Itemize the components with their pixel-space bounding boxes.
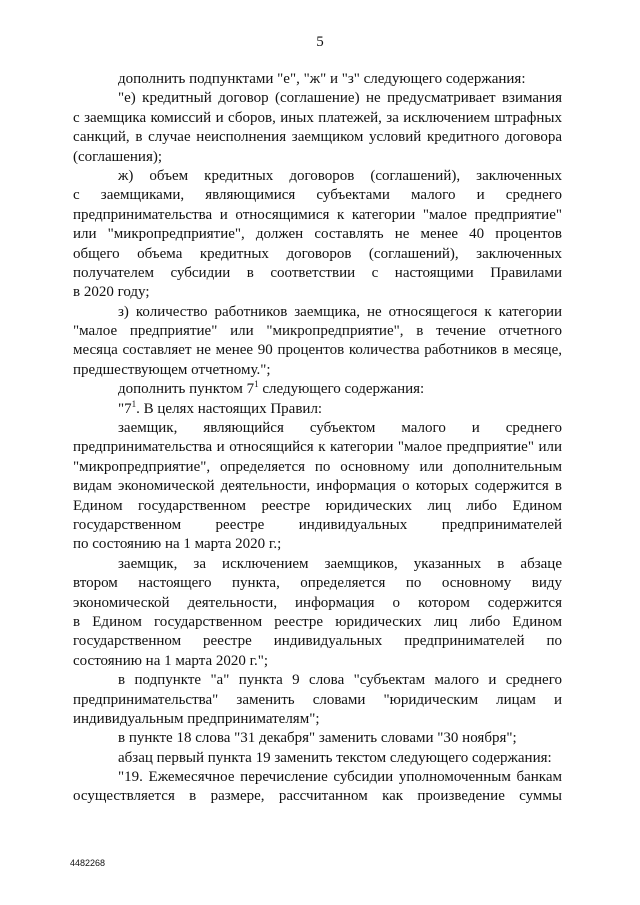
text-line: видам экономической деятельности, информация о которых содержится в (73, 478, 562, 495)
text-line: осуществляется в размере, рассчитанном как произведение суммы (73, 788, 562, 805)
text-line: в подпункте "а" пункта 9 слова "субъектам малого и среднего (118, 672, 562, 689)
text-line: в Едином государственном реестре юридических лиц либо Едином (73, 613, 562, 630)
text-line: или "микропредприятие", должен составлять не менее 40 процентов (73, 226, 562, 243)
document-code: 4482268 (70, 858, 106, 868)
text-segment: "7 (118, 400, 132, 417)
text-line: (соглашения); (73, 148, 163, 165)
text-line: предпринимательства" заменить словами "юридическим лицам и (73, 691, 562, 708)
text-segment: . В целях настоящих Правил: (136, 400, 323, 417)
text-line: "микропредприятие", определяется по основному или дополнительным (73, 458, 562, 475)
text-line: состоянию на 1 марта 2020 г."; (73, 652, 269, 669)
text-line: экономической деятельности, информация о котором содержится (73, 594, 562, 611)
text-line: в 2020 году; (73, 284, 150, 301)
text-line: дополнить подпунктами "е", "ж" и "з" следующего содержания: (118, 71, 526, 87)
text-line: "е) кредитный договор (соглашение) не предусматривает взимания (118, 90, 562, 107)
text-line: "19. Ежемесячное перечисление субсидии уполномоченным банкам (118, 769, 562, 786)
text-line: с заемщиками, являющимися субъектами малого и среднего (73, 187, 562, 204)
text-line (73, 380, 562, 399)
text-line: в пункте 18 слова "31 декабря" заменить словами "30 ноября"; (118, 730, 517, 747)
text-segment: дополнить пунктом 7 (118, 381, 255, 398)
text-line: Едином государственном реестре юридических лиц либо Едином (73, 497, 562, 514)
text-line: с заемщика комиссий и сборов, иных платежей, за исключением штрафных (73, 109, 562, 126)
text-line: предпринимательства и относящийся к категории "малое предприятие" или (73, 439, 562, 456)
superscript: 1 (131, 398, 137, 409)
text-line: государственном реестре индивидуальных предпринимателей по (73, 633, 562, 650)
text-line (73, 400, 562, 419)
body-text (73, 70, 562, 807)
text-line: предпринимательства и относящимися к категории "малое предприятие" (73, 206, 562, 223)
text-line: по состоянию на 1 марта 2020 г.; (73, 536, 282, 553)
text-line: индивидуальным предпринимателям"; (73, 710, 320, 727)
text-line: предшествующем отчетному."; (73, 361, 271, 378)
text-line: месяца составляет не менее 90 процентов количества работников в месяце, (73, 342, 562, 359)
text-line: общего объема кредитных договоров (соглашений), заключенных (73, 245, 562, 262)
text-line: государственном реестре индивидуальных предпринимателей (73, 516, 562, 533)
page-number: 5 (316, 34, 324, 50)
text-segment: следующего содержания: (258, 381, 425, 398)
text-line: втором настоящего пункта, определяется по основному виду (73, 575, 562, 592)
text-line: санкций, в случае неисполнения заемщиком условий кредитного договора (73, 129, 562, 146)
text-line: абзац первый пункта 19 заменить текстом следующего содержания: (118, 749, 552, 766)
text-line: заемщик, являющийся субъектом малого и среднего (118, 420, 562, 437)
text-line: ж) объем кредитных договоров (соглашений), заключенных (118, 167, 562, 184)
text-line: заемщик, за исключением заемщиков, указанных в абзаце (118, 555, 562, 572)
text-line: получателем субсидии в соответствии с настоящими Правилами (73, 264, 562, 281)
superscript: 1 (254, 379, 259, 390)
text-line: з) количество работников заемщика, не относящегося к категории (118, 303, 562, 320)
text-line: "малое предприятие" или "микропредприятие", в течение отчетного (73, 323, 562, 340)
